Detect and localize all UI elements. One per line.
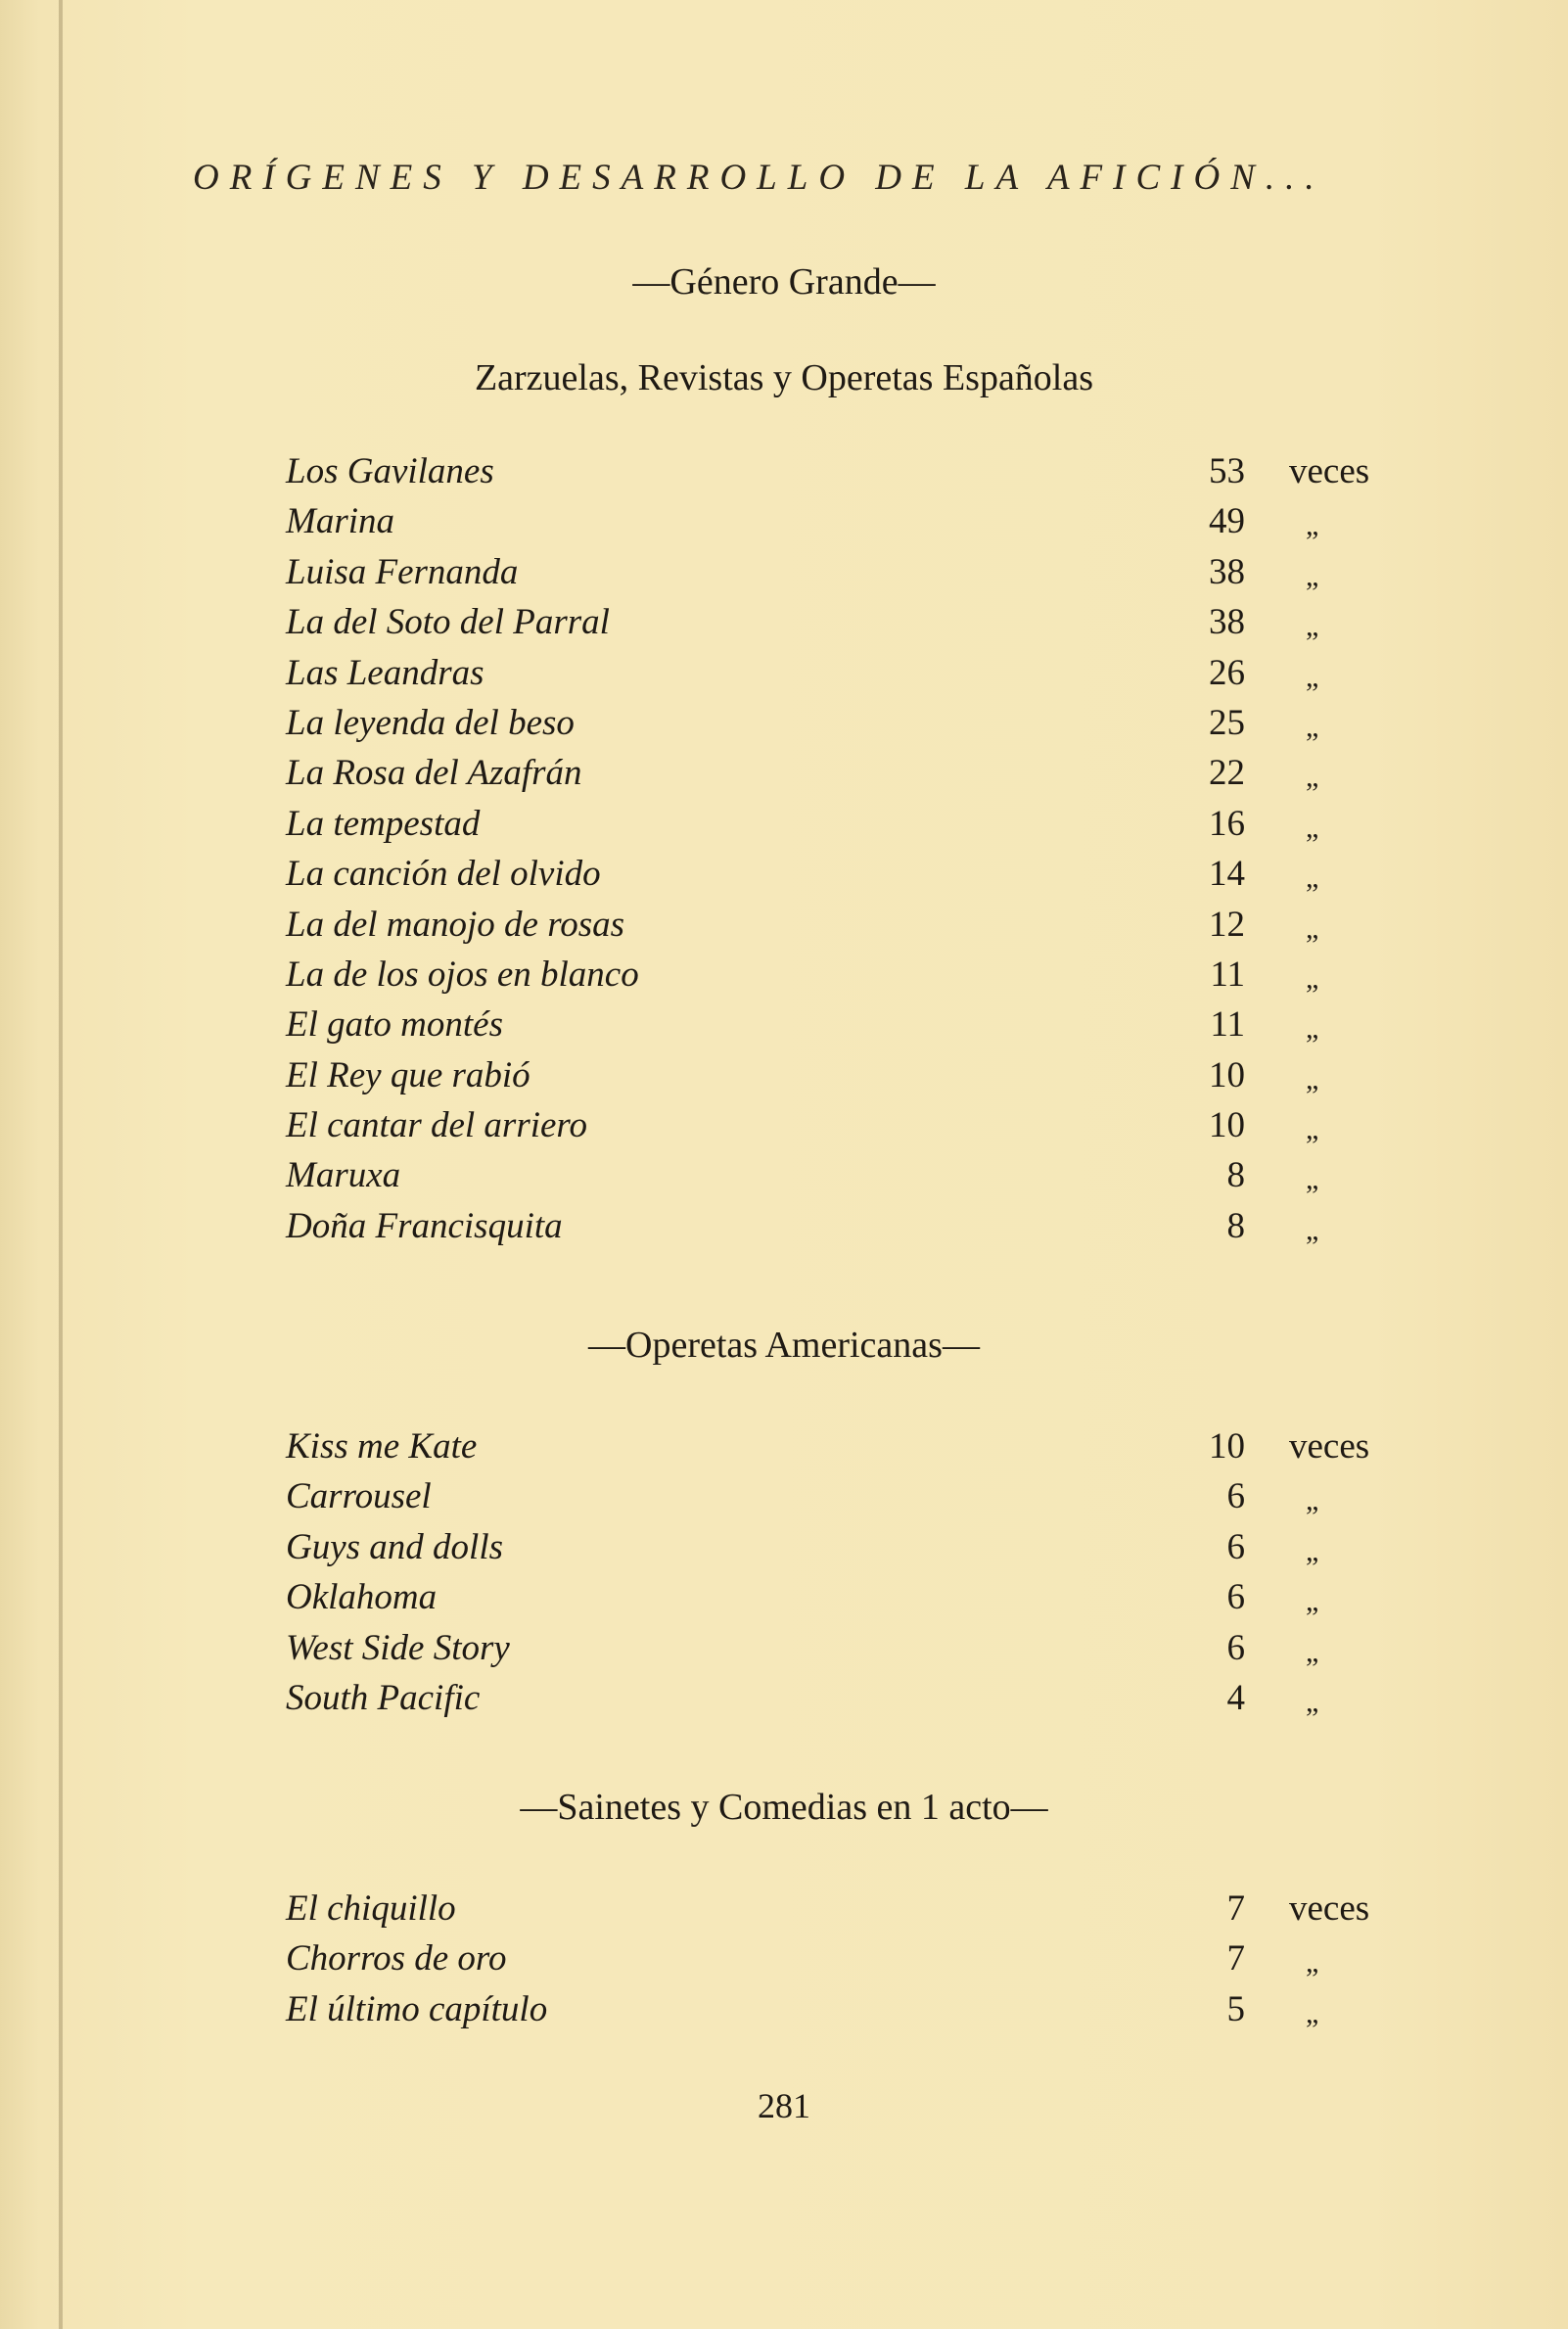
list-item bbox=[286, 1100, 1382, 1150]
item-unit: „ bbox=[1306, 660, 1319, 693]
item-title: Los Gavilanes bbox=[286, 451, 494, 491]
item-title: Oklahoma bbox=[286, 1577, 438, 1618]
list-item bbox=[286, 900, 1382, 950]
page-spine-edge bbox=[59, 0, 63, 2329]
item-unit: „ bbox=[1306, 961, 1319, 995]
item-title: Maruxa bbox=[286, 1155, 401, 1196]
list-item bbox=[286, 1623, 1382, 1673]
list-item bbox=[286, 1471, 1382, 1521]
item-title: Luisa Fernanda bbox=[286, 551, 519, 592]
item-count: 7 bbox=[1226, 1938, 1245, 1980]
section-heading-operetas-americanas: —Operetas Americanas— bbox=[588, 1325, 980, 1366]
list-item bbox=[286, 648, 1382, 698]
item-unit: „ bbox=[1306, 1635, 1319, 1668]
list-item bbox=[286, 1050, 1382, 1100]
item-title: La del Soto del Parral bbox=[286, 602, 610, 643]
item-title: Las Leandras bbox=[286, 652, 484, 693]
item-count: 8 bbox=[1226, 1155, 1245, 1196]
item-unit: „ bbox=[1306, 1996, 1319, 2029]
item-unit: veces bbox=[1289, 451, 1370, 491]
list-item bbox=[286, 1421, 1382, 1471]
item-title: Chorros de oro bbox=[286, 1938, 507, 1980]
item-title: La del manojo de rosas bbox=[286, 904, 625, 945]
item-count: 14 bbox=[1209, 854, 1245, 895]
list-item bbox=[286, 1984, 1382, 2034]
item-count: 38 bbox=[1209, 602, 1245, 643]
item-unit: „ bbox=[1306, 1062, 1319, 1095]
item-count: 38 bbox=[1209, 551, 1245, 592]
item-count: 10 bbox=[1209, 1105, 1245, 1146]
item-unit: „ bbox=[1306, 811, 1319, 844]
list-item bbox=[286, 698, 1382, 748]
list-genero-grande bbox=[286, 446, 1382, 1251]
item-title: La de los ojos en blanco bbox=[286, 954, 639, 995]
list-item bbox=[286, 1933, 1382, 1983]
item-unit: „ bbox=[1306, 1113, 1319, 1146]
item-count: 4 bbox=[1226, 1677, 1245, 1718]
item-title: El Rey que rabió bbox=[286, 1054, 530, 1095]
item-unit: veces bbox=[1289, 1888, 1370, 1929]
item-title: Carrousel bbox=[286, 1476, 432, 1517]
item-title: La canción del olvido bbox=[286, 854, 601, 895]
list-item bbox=[286, 1884, 1382, 1933]
item-unit: „ bbox=[1306, 1163, 1319, 1196]
list-item bbox=[286, 1522, 1382, 1572]
list-item bbox=[286, 748, 1382, 798]
item-count: 6 bbox=[1226, 1476, 1245, 1517]
item-unit: „ bbox=[1306, 710, 1319, 743]
item-unit: „ bbox=[1306, 1012, 1319, 1046]
item-count: 10 bbox=[1209, 1054, 1245, 1095]
item-unit: „ bbox=[1306, 1946, 1319, 1980]
item-title: El cantar del arriero bbox=[286, 1105, 587, 1146]
list-item bbox=[286, 950, 1382, 1000]
item-count: 8 bbox=[1226, 1205, 1245, 1246]
item-count: 25 bbox=[1209, 702, 1245, 743]
item-title: Kiss me Kate bbox=[286, 1426, 478, 1467]
item-title: La tempestad bbox=[286, 803, 481, 844]
list-item bbox=[286, 849, 1382, 899]
list-item bbox=[286, 547, 1382, 597]
list-operetas-americanas bbox=[286, 1421, 1382, 1723]
item-title: El gato montés bbox=[286, 1004, 503, 1046]
list-item bbox=[286, 1000, 1382, 1049]
item-count: 5 bbox=[1226, 1988, 1245, 2029]
item-unit: „ bbox=[1306, 1585, 1319, 1618]
item-title: El último capítulo bbox=[286, 1988, 548, 2029]
item-unit: „ bbox=[1306, 1484, 1319, 1517]
item-count: 11 bbox=[1210, 954, 1245, 995]
list-item bbox=[286, 1572, 1382, 1622]
item-count: 6 bbox=[1226, 1577, 1245, 1618]
list-item bbox=[286, 1201, 1382, 1251]
item-count: 6 bbox=[1226, 1526, 1245, 1567]
list-item bbox=[286, 1673, 1382, 1723]
list-item bbox=[286, 1150, 1382, 1200]
item-count: 49 bbox=[1209, 501, 1245, 542]
item-title: La Rosa del Azafrán bbox=[286, 753, 582, 794]
section-subheading-zarzuelas: Zarzuelas, Revistas y Operetas Españolas bbox=[474, 357, 1094, 398]
item-title: Marina bbox=[286, 501, 394, 542]
item-title: South Pacific bbox=[286, 1677, 481, 1718]
item-title: La leyenda del beso bbox=[286, 702, 575, 743]
item-count: 10 bbox=[1209, 1426, 1245, 1467]
section-heading-sainetes: —Sainetes y Comedias en 1 acto— bbox=[520, 1787, 1048, 1828]
item-title: West Side Story bbox=[286, 1627, 510, 1668]
item-count: 12 bbox=[1209, 904, 1245, 945]
item-unit: „ bbox=[1306, 911, 1319, 945]
list-item bbox=[286, 799, 1382, 849]
item-unit: „ bbox=[1306, 1534, 1319, 1567]
item-unit: „ bbox=[1306, 610, 1319, 643]
running-head: ORÍGENES Y DESARROLLO DE LA AFICIÓN... bbox=[193, 158, 1325, 198]
item-unit: „ bbox=[1306, 509, 1319, 542]
item-count: 53 bbox=[1209, 451, 1245, 491]
item-count: 7 bbox=[1226, 1888, 1245, 1929]
item-count: 6 bbox=[1226, 1627, 1245, 1668]
item-count: 11 bbox=[1210, 1004, 1245, 1046]
list-item bbox=[286, 446, 1382, 496]
item-count: 16 bbox=[1209, 803, 1245, 844]
page-number: 281 bbox=[758, 2086, 810, 2125]
item-count: 26 bbox=[1209, 652, 1245, 693]
list-sainetes bbox=[286, 1884, 1382, 2034]
item-unit: „ bbox=[1306, 1685, 1319, 1718]
list-item bbox=[286, 597, 1382, 647]
item-title: El chiquillo bbox=[286, 1888, 456, 1929]
item-title: Doña Francisquita bbox=[286, 1205, 563, 1246]
item-unit: „ bbox=[1306, 862, 1319, 895]
item-unit: veces bbox=[1289, 1426, 1370, 1467]
item-unit: „ bbox=[1306, 761, 1319, 794]
item-title: Guys and dolls bbox=[286, 1526, 503, 1567]
list-item bbox=[286, 496, 1382, 546]
item-unit: „ bbox=[1306, 1213, 1319, 1246]
section-heading-genero-grande: —Género Grande— bbox=[632, 261, 936, 303]
item-unit: „ bbox=[1306, 559, 1319, 592]
item-count: 22 bbox=[1209, 753, 1245, 794]
